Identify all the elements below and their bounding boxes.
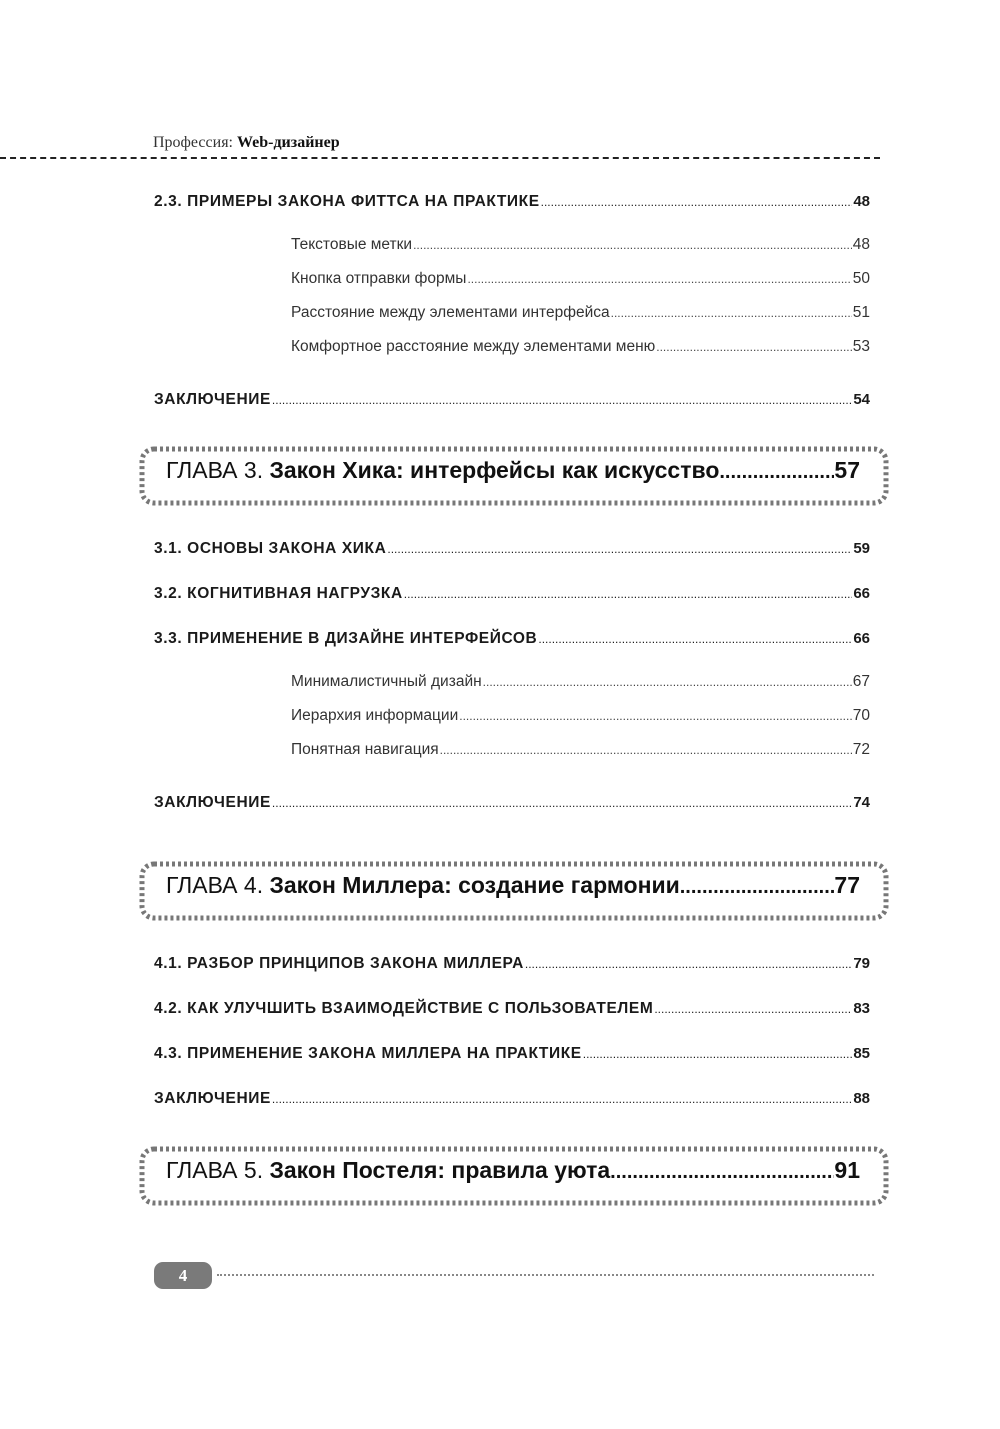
dot-leader <box>583 1047 853 1061</box>
chapter-label: ГЛАВА 3. <box>166 457 264 483</box>
toc-title: 4.3. ПРИМЕНЕНИЕ ЗАКОНА МИЛЛЕРА НА ПРАКТИКЕ <box>154 1045 582 1062</box>
dot-leader <box>680 876 835 899</box>
toc-title: 2.3. ПРИМЕРЫ ЗАКОНА ФИТТСА НА ПРАКТИКЕ <box>154 193 540 210</box>
toc-subitem[interactable] <box>291 338 870 356</box>
dot-leader <box>459 709 852 723</box>
toc-title: Кнопка отправки формы <box>291 270 467 287</box>
toc-title: ЗАКЛЮЧЕНИЕ <box>154 1090 271 1107</box>
toc-page: 79 <box>853 955 870 972</box>
toc-section-3-1[interactable] <box>154 540 870 558</box>
dot-leader <box>656 340 851 354</box>
chapter-5-entry <box>166 1157 860 1184</box>
running-head <box>153 134 340 152</box>
dot-leader <box>467 272 851 286</box>
toc-subitem[interactable] <box>291 304 870 322</box>
toc-title: 4.1. РАЗБОР ПРИНЦИПОВ ЗАКОНА МИЛЛЕРА <box>154 955 524 972</box>
chapter-page: 57 <box>834 457 860 483</box>
profession-label: Профессия: <box>153 134 233 151</box>
toc-page: 88 <box>853 1090 870 1107</box>
toc-page: 59 <box>853 540 870 557</box>
toc-title: 4.2. КАК УЛУЧШИТЬ ВЗАИМОДЕЙСТВИЕ С ПОЛЬЗОВАТЕЛЕМ <box>154 1000 654 1017</box>
toc-subitem[interactable] <box>291 270 870 288</box>
dot-leader <box>610 1161 834 1184</box>
toc-title: ЗАКЛЮЧЕНИЕ <box>154 794 271 811</box>
chapter-4-entry <box>166 872 860 899</box>
chapter-title: Закон Постеля: правила уюта <box>269 1157 611 1183</box>
toc-title: Понятная навигация <box>291 741 439 758</box>
chapter-page: 91 <box>834 1157 860 1183</box>
chapter-label: ГЛАВА 5. <box>166 1157 264 1183</box>
toc-page: 72 <box>852 741 870 758</box>
toc-page: 54 <box>853 391 870 408</box>
dot-leader <box>440 743 852 757</box>
toc-title: Минималистичный дизайн <box>291 673 482 690</box>
toc-page: 48 <box>852 236 870 253</box>
toc-conclusion-4[interactable] <box>154 1090 870 1108</box>
chapter-label: ГЛАВА 4. <box>166 872 264 898</box>
toc-section-2-3[interactable] <box>154 193 870 211</box>
toc-title: Иерархия информации <box>291 707 459 724</box>
dot-leader <box>272 393 852 407</box>
toc-subitem[interactable] <box>291 707 870 725</box>
toc-section-3-3[interactable] <box>154 630 870 648</box>
chapter-title: Закон Хика: интерфейсы как искусство <box>269 457 720 483</box>
toc-title: ЗАКЛЮЧЕНИЕ <box>154 391 271 408</box>
toc-title: Текстовые метки <box>291 236 413 253</box>
chapter-5-box[interactable] <box>138 1145 890 1207</box>
page-number-badge: 4 <box>154 1262 212 1289</box>
dot-leader <box>272 796 852 810</box>
toc-conclusion-2[interactable] <box>154 391 870 409</box>
dot-leader <box>272 1092 852 1106</box>
dot-leader <box>654 1002 852 1016</box>
chapter-4-box[interactable] <box>138 860 890 922</box>
dot-leader <box>538 632 852 646</box>
chapter-page: 77 <box>834 872 860 898</box>
toc-page: 83 <box>853 1000 870 1017</box>
footer-dotted-rule <box>217 1274 874 1276</box>
toc-title: Расстояние между элементами интерфейса <box>291 304 610 321</box>
toc-subitem[interactable] <box>291 236 870 254</box>
toc-page: 50 <box>852 270 870 287</box>
toc-page: 48 <box>853 193 870 210</box>
toc-section-4-2[interactable] <box>154 1000 870 1018</box>
toc-page: 66 <box>853 585 870 602</box>
toc-title: 3.1. ОСНОВЫ ЗАКОНА ХИКА <box>154 540 387 557</box>
dot-leader <box>483 675 852 689</box>
toc-title: 3.2. КОГНИТИВНАЯ НАГРУЗКА <box>154 585 403 602</box>
toc-page: 53 <box>852 338 870 355</box>
toc-page: 74 <box>853 794 870 811</box>
toc-section-4-3[interactable] <box>154 1045 870 1063</box>
toc-page: 70 <box>852 707 870 724</box>
toc-page: 66 <box>853 630 870 647</box>
header-dashed-rule <box>0 157 880 159</box>
dot-leader <box>541 195 853 209</box>
chapter-3-entry <box>166 457 860 484</box>
chapter-3-box[interactable] <box>138 445 890 507</box>
toc-subitem[interactable] <box>291 741 870 759</box>
dot-leader <box>413 238 852 252</box>
toc-page: 85 <box>853 1045 870 1062</box>
toc-section-3-2[interactable] <box>154 585 870 603</box>
toc-title: Комфортное расстояние между элементами меню <box>291 338 656 355</box>
toc-subitem[interactable] <box>291 673 870 691</box>
dot-leader <box>404 587 853 601</box>
toc-page: 67 <box>852 673 870 690</box>
toc-conclusion-3[interactable] <box>154 794 870 812</box>
toc-section-4-1[interactable] <box>154 955 870 973</box>
dot-leader <box>611 306 852 320</box>
profession-value: Web-дизайнер <box>237 134 340 151</box>
dot-leader <box>719 461 834 484</box>
toc-title: 3.3. ПРИМЕНЕНИЕ В ДИЗАЙНЕ ИНТЕРФЕЙСОВ <box>154 630 538 647</box>
toc-page: 51 <box>852 304 870 321</box>
dot-leader <box>525 957 852 971</box>
dot-leader <box>387 542 852 556</box>
chapter-title: Закон Миллера: создание гармонии <box>269 872 680 898</box>
